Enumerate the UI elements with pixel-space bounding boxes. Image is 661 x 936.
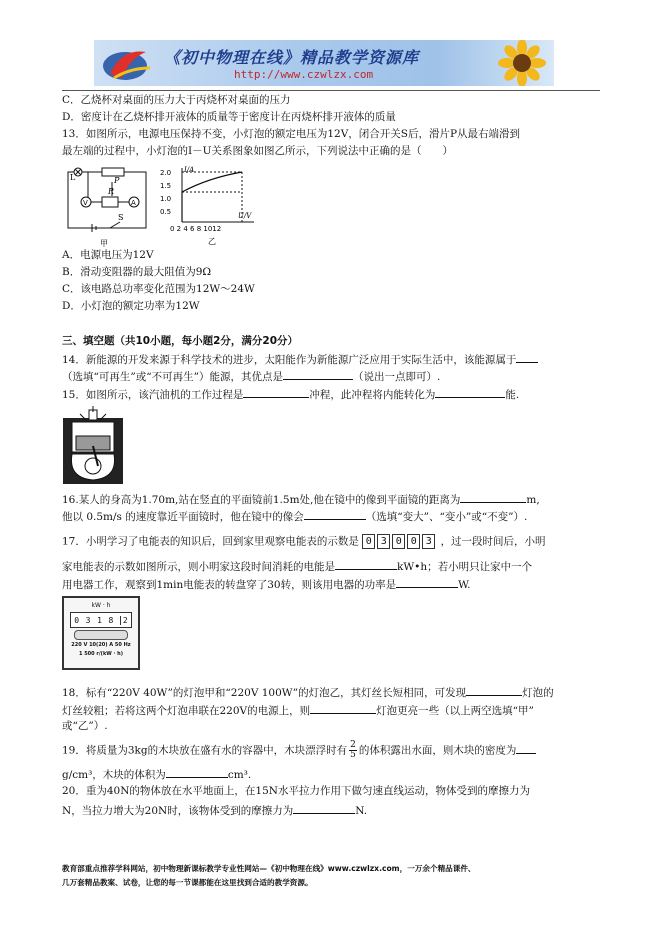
meter-digit: 0: [392, 534, 405, 549]
question-16-text: （选填“变大”、“变小”或“不变”）.: [365, 511, 528, 523]
meter-digit: 3: [422, 534, 435, 549]
question-18-text: 灯泡更亮一些（以上两空选填“甲”: [376, 705, 534, 717]
question-17-line2: [62, 558, 532, 574]
question-19-text: g/cm³，木块的体积为: [62, 769, 166, 781]
graph-y-tick: 1.5: [160, 182, 172, 190]
question-18-line2: [62, 702, 534, 718]
circuit-label-S: S: [118, 213, 124, 222]
question-17-text: ，过一段时间后，小明: [440, 535, 546, 548]
question-13-line2: 最左端的过程中，小灯泡的I－U关系图象如图乙所示，下列说法中正确的是（ ）: [62, 145, 453, 157]
header-rule: [62, 90, 600, 91]
logo-icon: [100, 44, 154, 84]
question-13-line1: 13．如图所示，电源电压保持不变，小灯泡的额定电压为12V，闭合开关S后，滑片P从最右端滑到: [62, 128, 521, 140]
answer-blank[interactable]: [460, 491, 526, 503]
question-17-text: 用电器工作，观察到1min电能表的转盘穿了30转，则该用电器的功率是: [62, 579, 397, 591]
answer-blank[interactable]: [283, 368, 353, 380]
answer-blank[interactable]: [304, 508, 366, 520]
question-18-line1: [62, 684, 554, 700]
answer-blank[interactable]: [516, 742, 536, 754]
meter-figure-digit: 3: [85, 615, 91, 625]
answer-blank[interactable]: [310, 702, 376, 714]
question-14-text: 14．新能源的开发来源于科学技术的进步，太阳能作为新能源广泛应用于实际生活中，该能源属于: [62, 354, 517, 366]
question-15-text: 15．如图所示，该汽油机的工作过程是: [62, 389, 244, 401]
footer-line-2: 几万套精品教案、试卷，让您的每一节课都能在这里找到合适的教学资源。: [62, 878, 313, 887]
banner-title: 《初中物理在线》精品教学资源库: [164, 48, 420, 67]
engine-figure: [62, 406, 124, 486]
graph-y-label: I/A: [184, 166, 195, 174]
question-18-text: 灯丝较粗；若将这两个灯泡串联在220V的电源上，则: [62, 705, 311, 717]
meter-digit: 3: [377, 534, 390, 549]
meter-display: [70, 612, 132, 628]
answer-blank[interactable]: [435, 386, 505, 398]
electricity-meter-figure: [62, 596, 140, 670]
answer-blank[interactable]: [166, 766, 228, 778]
option-13c: C．该电路总功率变化范围为12W～24W: [62, 283, 255, 295]
footer-line-1: 教育部重点推荐学科网站，初中物理新课标教学专业性网站—《初中物理在线》www.czwlzx.com，一万余个精品课件、: [62, 864, 476, 873]
question-19-text: cm³.: [227, 769, 252, 781]
question-20-line1: 20．重为40N的物体放在水平地面上，在15N水平拉力作用下做匀速直线运动，物体受到的摩擦力为: [62, 785, 530, 797]
circuit-label-L: L: [70, 173, 76, 182]
meter-digit: 0: [362, 534, 375, 549]
option-12d: D．密度计在乙烧杯排开液体的质量等于密度计在丙烧杯排开液体的质量: [62, 111, 396, 123]
graph-caption: 乙: [208, 237, 216, 246]
graph-x-ticks: 0 2 4 6 8 1012: [170, 225, 222, 233]
question-16-text: 16.某人的身高为1.70m,站在竖直的平面镜前1.5m处,他在镜中的像到平面镜的距离为: [62, 494, 461, 506]
meter-disc-window: [74, 630, 128, 640]
question-17-line1: [62, 534, 546, 549]
iu-graph: [158, 164, 258, 252]
graph-y-tick: 0.5: [160, 208, 172, 216]
section-heading: 三、填空题（共10小题，每小题2分，满分20分）: [62, 335, 299, 347]
meter-unit: kW · h: [91, 602, 111, 609]
question-20-text: N，当拉力增大为20N时，该物体受到的摩擦力为: [62, 805, 294, 817]
meter-figure-digit: 2: [120, 616, 128, 625]
option-13b: B．滑动变阻器的最大阻值为9Ω: [62, 266, 212, 278]
question-18-line3: 或“乙”）.: [62, 720, 108, 732]
sunflower-icon: [489, 40, 554, 86]
meter-spec-2: 1 500 r/(kW · h): [78, 651, 124, 657]
meter-figure-digit: 0: [74, 615, 80, 625]
circuit-label-V: V: [83, 199, 88, 207]
graph-x-label: U/V: [238, 212, 252, 220]
answer-blank[interactable]: [516, 351, 538, 363]
question-17-line3: [62, 576, 470, 592]
question-14-line1: [62, 351, 538, 367]
question-14-text: （说出一点即可）.: [352, 371, 441, 383]
question-16-text: 他以 0.5m/s 的速度靠近平面镜时，他在镜中的像会: [62, 511, 304, 523]
question-17-text: 17．小明学习了电能表的知识后，回到家里观察电能表的示数是: [62, 535, 359, 548]
question-18-text: 灯泡的: [522, 687, 554, 699]
question-16-text: m,: [526, 494, 540, 506]
graph-y-tick: 1.0: [160, 195, 172, 203]
circuit-label-R: R: [108, 187, 115, 196]
header-banner: [94, 40, 554, 86]
answer-blank[interactable]: [466, 684, 522, 696]
answer-blank[interactable]: [335, 558, 397, 570]
question-19-line1: [62, 741, 536, 760]
question-14-text: （选填“可再生”或“不可再生”）能源，其优点是: [62, 371, 283, 383]
meter-reading: [362, 536, 440, 548]
question-20-line2: [62, 802, 367, 818]
circuit-diagram: [62, 162, 154, 250]
question-15-text: 能.: [505, 389, 520, 401]
question-17-text: kW•h；若小明只让家中一个: [397, 561, 533, 573]
question-19-text: 的体积露出水面，则木块的密度为: [358, 744, 517, 757]
question-19-line2: [62, 766, 251, 782]
question-16-line2: [62, 508, 527, 524]
banner-url[interactable]: http://www.czwlzx.com: [234, 68, 374, 81]
option-13a: A．电源电压为12V: [62, 249, 154, 261]
question-15: [62, 386, 519, 402]
fraction-numerator: 2: [350, 740, 356, 750]
question-15-text: 冲程，此冲程将内能转化为: [309, 389, 436, 401]
answer-blank[interactable]: [396, 576, 458, 588]
meter-figure-digit: 1: [97, 615, 102, 625]
meter-digit: 0: [407, 534, 420, 549]
fraction-denominator: 5: [350, 750, 356, 760]
answer-blank[interactable]: [293, 802, 355, 814]
fraction: [349, 741, 357, 760]
meter-figure-digit: 8: [108, 615, 114, 625]
circuit-caption: 甲: [100, 239, 108, 248]
meter-spec-1: 220 V 10(20) A 50 Hz: [71, 642, 131, 648]
option-13d: D．小灯泡的额定功率为12W: [62, 300, 200, 312]
option-12c: C．乙烧杯对桌面的压力大于丙烧杯对桌面的压力: [62, 94, 291, 106]
graph-y-tick: 2.0: [160, 169, 172, 177]
circuit-label-P: P: [114, 176, 120, 185]
question-14-line2: [62, 368, 440, 384]
circuit-label-A: A: [131, 199, 136, 207]
question-19-text: 19．将质量为3kg的木块放在盛有水的容器中，木块漂浮时有: [62, 744, 348, 757]
answer-blank[interactable]: [243, 386, 309, 398]
question-17-text: W.: [458, 579, 471, 591]
question-16-line1: [62, 491, 540, 507]
question-20-text: N.: [355, 805, 368, 817]
question-18-text: 18．标有“220V 40W”的灯泡甲和“220V 100W”的灯泡乙，其灯丝长短相同，可发现: [62, 687, 467, 699]
question-17-text: 家电能表的示数如图所示，则小明家这段时间消耗的电能是: [62, 561, 335, 573]
